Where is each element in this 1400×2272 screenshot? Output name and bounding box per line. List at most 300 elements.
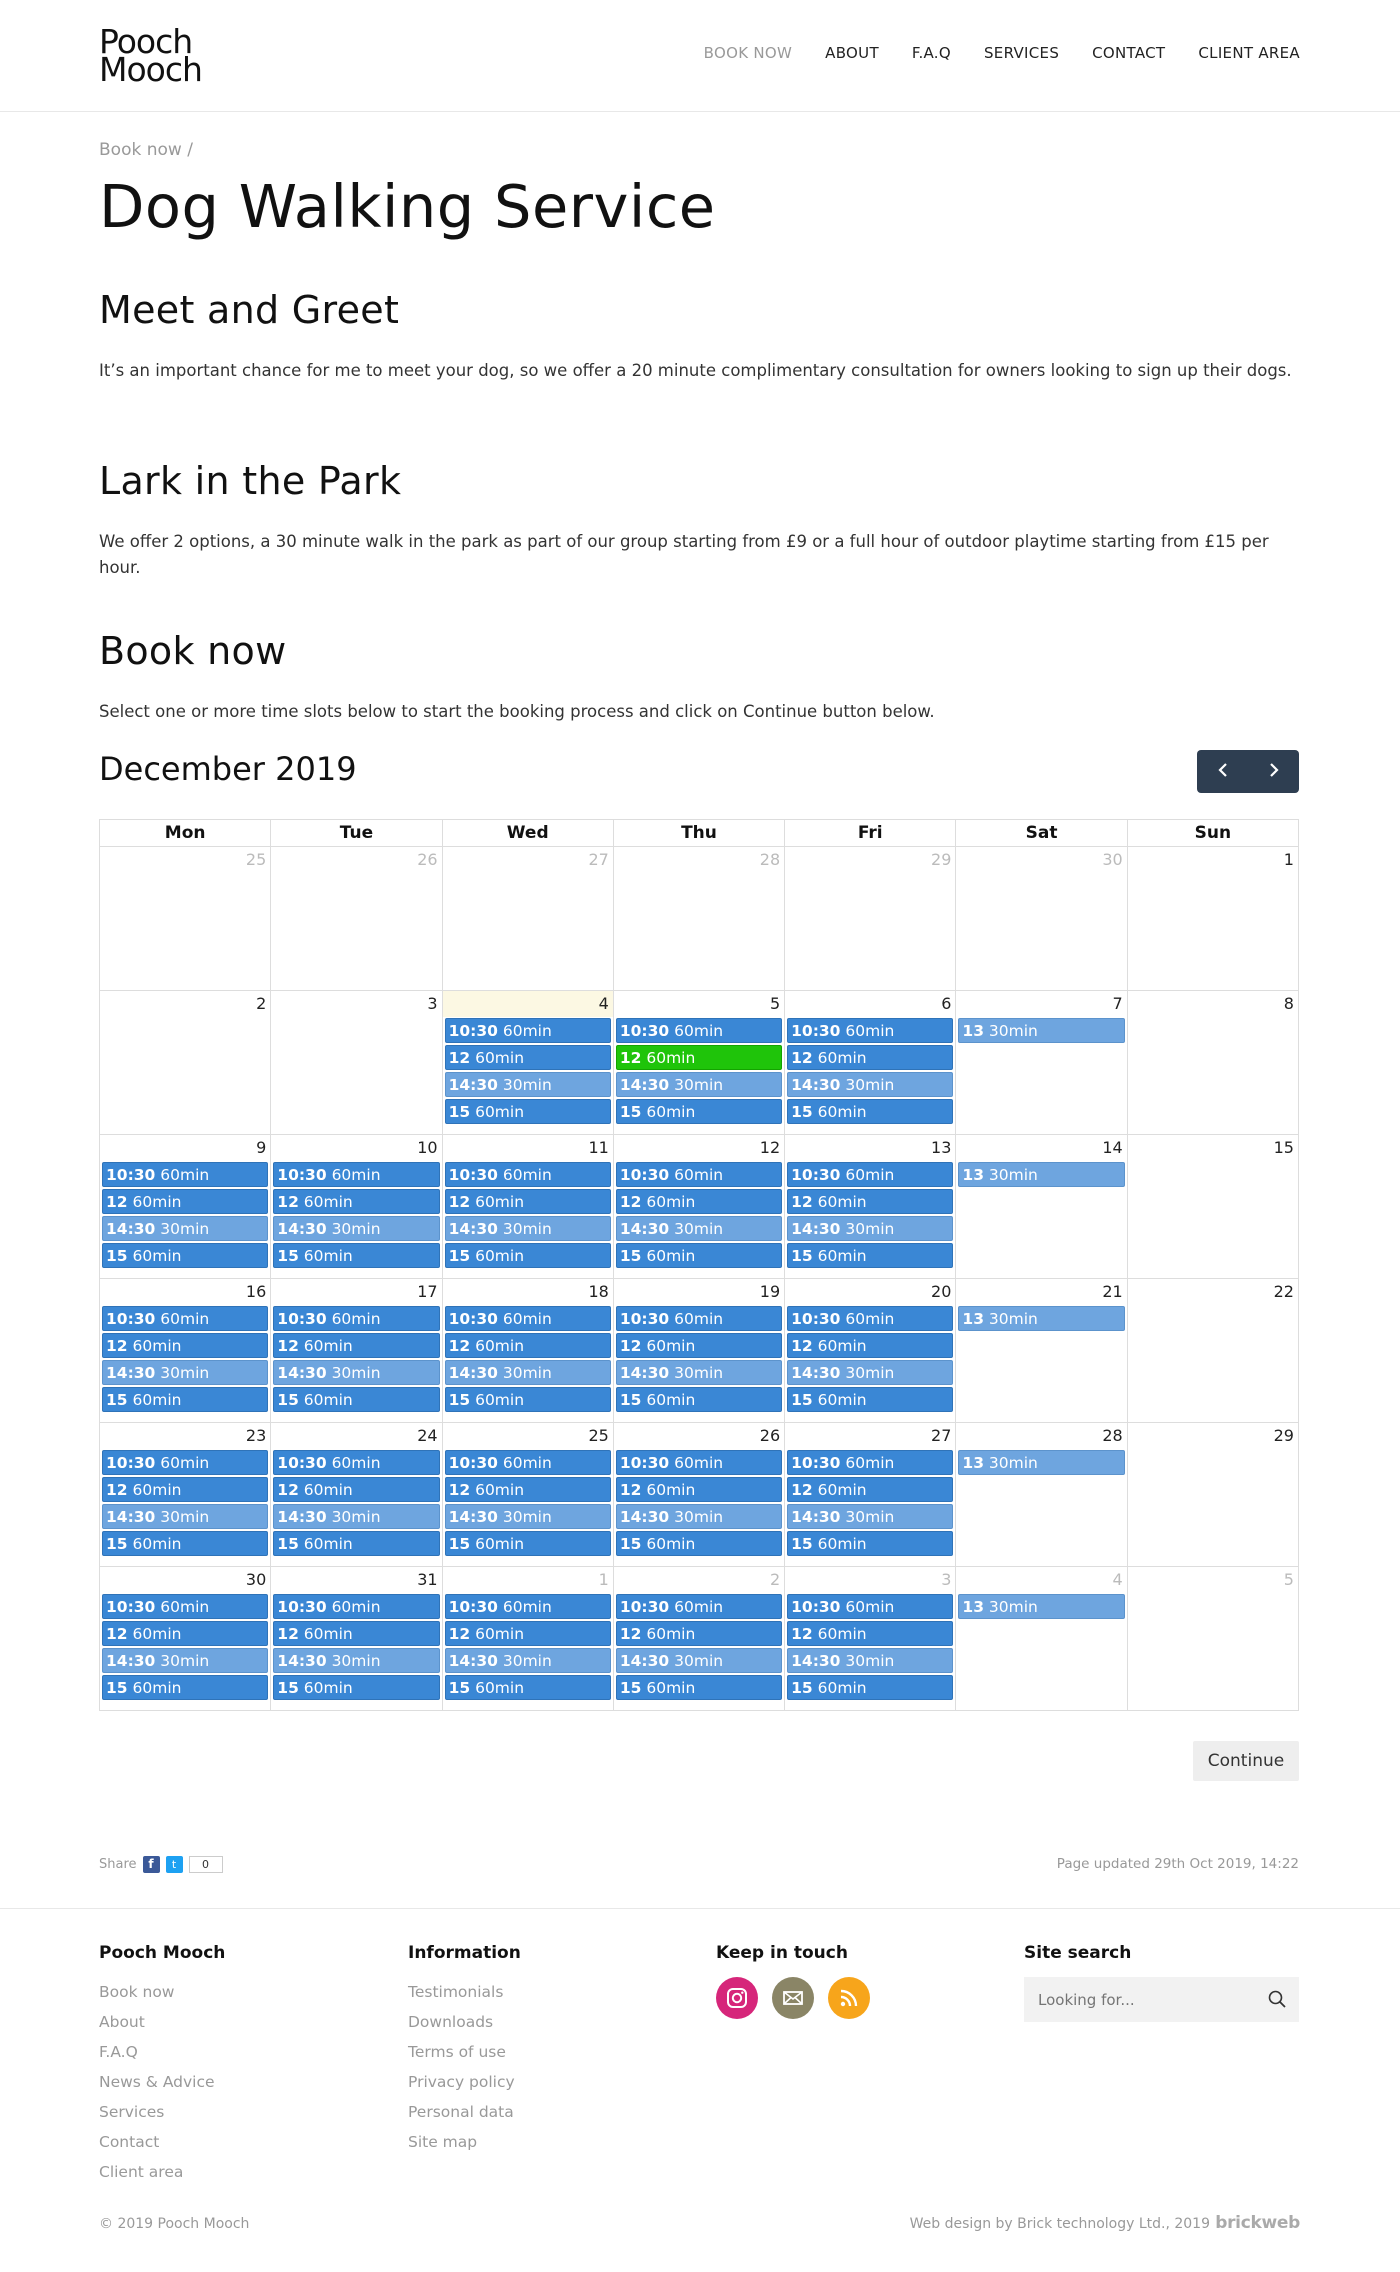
calendar-day[interactable] xyxy=(443,1279,614,1423)
slot-time: 12 xyxy=(791,1049,813,1067)
time-slot[interactable] xyxy=(445,1450,611,1475)
day-number-bar xyxy=(443,1423,613,1449)
time-slot[interactable] xyxy=(445,1045,611,1070)
day-number: 28 xyxy=(759,850,781,869)
time-slot[interactable] xyxy=(787,1216,953,1241)
slot-duration: 60min xyxy=(475,1103,525,1121)
time-slot[interactable] xyxy=(787,1162,953,1187)
slot-time: 14:30 xyxy=(619,1076,670,1094)
calendar-prev-button[interactable] xyxy=(1197,750,1248,793)
slot-duration: 60min xyxy=(817,1535,867,1553)
time-slot[interactable] xyxy=(445,1360,611,1385)
continue-button[interactable]: Continue xyxy=(1193,1741,1299,1781)
time-slot[interactable] xyxy=(102,1594,268,1619)
time-slot[interactable] xyxy=(273,1243,439,1268)
time-slot[interactable] xyxy=(958,1162,1124,1187)
calendar-day[interactable] xyxy=(956,1567,1127,1711)
footer-link[interactable]: Client area xyxy=(99,2163,184,2181)
time-slot[interactable] xyxy=(273,1306,439,1331)
lark-text: We offer 2 options, a 30 minute walk in the park as part of our group starting from £9 or a full hour of outdoor playtime starting from £15 per hour. xyxy=(99,532,1269,577)
day-number-bar xyxy=(100,1423,270,1449)
day-number-bar xyxy=(956,1135,1126,1161)
day-number: 6 xyxy=(941,994,952,1013)
calendar-day[interactable] xyxy=(1128,847,1299,991)
day-number-bar xyxy=(614,1567,784,1593)
footer-link[interactable]: Personal data xyxy=(408,2103,514,2121)
nav-faq[interactable]: F.A.Q xyxy=(911,44,951,62)
calendar-day[interactable] xyxy=(100,1423,271,1567)
time-slot[interactable] xyxy=(273,1216,439,1241)
time-slot[interactable] xyxy=(616,1594,782,1619)
slot-time: 10:30 xyxy=(619,1454,670,1472)
time-slot[interactable] xyxy=(445,1162,611,1187)
footer-link[interactable]: Downloads xyxy=(408,2013,494,2031)
calendar-day[interactable] xyxy=(100,847,271,991)
time-slot[interactable] xyxy=(787,1189,953,1214)
time-slot[interactable] xyxy=(445,1531,611,1556)
logo-line2: Mooch xyxy=(99,50,202,89)
slot-time: 13 xyxy=(962,1166,984,1184)
calendar-day[interactable] xyxy=(614,1567,785,1711)
time-slot[interactable] xyxy=(616,1360,782,1385)
time-slot[interactable] xyxy=(616,1072,782,1097)
time-slot[interactable] xyxy=(616,1621,782,1646)
slot-duration: 60min xyxy=(475,1049,525,1067)
footer-col1-title: Pooch Mooch xyxy=(99,1943,226,1963)
mail-icon[interactable] xyxy=(772,1977,814,2019)
slot-time: 12 xyxy=(448,1049,471,1067)
time-slot[interactable] xyxy=(445,1477,611,1502)
time-slot[interactable] xyxy=(273,1594,439,1619)
slot-duration: 60min xyxy=(502,1598,552,1616)
slot-time: 15 xyxy=(106,1391,128,1409)
time-slot[interactable] xyxy=(445,1621,611,1646)
slot-time: 14:30 xyxy=(619,1508,670,1526)
calendar-day[interactable] xyxy=(1128,1567,1299,1711)
slot-duration: 60min xyxy=(303,1625,353,1643)
time-slot-selected[interactable] xyxy=(616,1045,782,1070)
time-slot[interactable] xyxy=(445,1306,611,1331)
slot-duration: 30min xyxy=(845,1508,895,1526)
day-number: 7 xyxy=(1112,994,1123,1013)
calendar-day[interactable] xyxy=(271,1567,442,1711)
time-slot[interactable] xyxy=(958,1594,1124,1619)
day-number-bar xyxy=(443,1567,613,1593)
slot-time: 10:30 xyxy=(277,1166,327,1184)
slot-duration: 60min xyxy=(817,1247,867,1265)
calendar-day[interactable] xyxy=(100,1279,271,1423)
calendar-day[interactable] xyxy=(271,991,442,1135)
calendar-day[interactable] xyxy=(956,1279,1127,1423)
time-slot[interactable] xyxy=(787,1360,953,1385)
day-number-bar xyxy=(785,991,955,1017)
slot-time: 13 xyxy=(962,1598,984,1616)
time-slot[interactable] xyxy=(445,1099,611,1124)
share-bar xyxy=(99,1856,223,1873)
day-number-bar xyxy=(100,1279,270,1305)
calendar-day[interactable] xyxy=(443,847,614,991)
calendar-day[interactable] xyxy=(785,1423,956,1567)
time-slot[interactable] xyxy=(787,1504,953,1529)
slot-time: 14:30 xyxy=(448,1652,498,1670)
footer-link[interactable]: Contact xyxy=(99,2133,160,2151)
calendar-week xyxy=(100,1135,1299,1279)
time-slot[interactable] xyxy=(102,1216,268,1241)
time-slot[interactable] xyxy=(787,1045,953,1070)
time-slot[interactable] xyxy=(958,1306,1124,1331)
calendar-day[interactable] xyxy=(785,991,956,1135)
slot-duration: 60min xyxy=(817,1193,867,1211)
time-slot[interactable] xyxy=(616,1450,782,1475)
calendar-day[interactable] xyxy=(1128,1279,1299,1423)
slot-time: 15 xyxy=(448,1247,471,1265)
slot-time: 15 xyxy=(448,1103,471,1121)
time-slot[interactable] xyxy=(273,1477,439,1502)
day-number-bar xyxy=(443,1135,613,1161)
time-slot[interactable] xyxy=(102,1477,268,1502)
slot-time: 14:30 xyxy=(106,1508,156,1526)
calendar-day[interactable] xyxy=(1128,1423,1299,1567)
time-slot[interactable] xyxy=(102,1243,268,1268)
day-number: 27 xyxy=(931,1426,952,1445)
time-slot[interactable] xyxy=(273,1189,439,1214)
slot-time: 12 xyxy=(448,1481,471,1499)
time-slot[interactable] xyxy=(787,1450,953,1475)
time-slot[interactable] xyxy=(958,1450,1124,1475)
slot-time: 10:30 xyxy=(791,1310,841,1328)
time-slot[interactable] xyxy=(273,1333,439,1358)
social-links xyxy=(716,1977,870,2019)
twitter-icon[interactable]: t xyxy=(166,1856,183,1873)
footer-link[interactable]: Privacy policy xyxy=(408,2073,515,2091)
time-slot[interactable] xyxy=(616,1099,782,1124)
time-slot[interactable] xyxy=(445,1504,611,1529)
footer-link[interactable]: Site map xyxy=(408,2133,478,2151)
time-slot[interactable] xyxy=(616,1333,782,1358)
day-number-bar xyxy=(785,1135,955,1161)
time-slot[interactable] xyxy=(102,1189,268,1214)
time-slot[interactable] xyxy=(616,1162,782,1187)
slot-duration: 60min xyxy=(646,1049,696,1067)
day-number: 2 xyxy=(256,994,267,1013)
calendar-next-button[interactable] xyxy=(1248,750,1299,793)
day-number: 1 xyxy=(598,1570,609,1589)
slot-duration: 60min xyxy=(132,1337,182,1355)
calendar-day[interactable] xyxy=(785,1567,956,1711)
time-slot[interactable] xyxy=(273,1504,439,1529)
calendar-day[interactable] xyxy=(614,1423,785,1567)
time-slot[interactable] xyxy=(102,1504,268,1529)
time-slot[interactable] xyxy=(616,1306,782,1331)
slot-time: 12 xyxy=(791,1481,813,1499)
time-slot[interactable] xyxy=(445,1594,611,1619)
calendar-day[interactable] xyxy=(443,1567,614,1711)
time-slot[interactable] xyxy=(958,1018,1124,1043)
time-slot[interactable] xyxy=(273,1450,439,1475)
time-slot[interactable] xyxy=(787,1531,953,1556)
instagram-icon[interactable] xyxy=(716,1977,758,2019)
calendar-day[interactable] xyxy=(956,847,1127,991)
day-number-bar xyxy=(100,847,270,873)
day-number: 29 xyxy=(931,850,952,869)
day-number: 8 xyxy=(1283,994,1294,1013)
time-slot[interactable] xyxy=(102,1360,268,1385)
time-slot[interactable] xyxy=(787,1306,953,1331)
calendar-day[interactable] xyxy=(100,991,271,1135)
day-number: 27 xyxy=(588,850,609,869)
slot-duration: 60min xyxy=(817,1049,867,1067)
calendar-day[interactable] xyxy=(100,1135,271,1279)
time-slot[interactable] xyxy=(445,1333,611,1358)
weekday-header-thu: Thu xyxy=(614,820,785,847)
time-slot[interactable] xyxy=(273,1531,439,1556)
slot-duration: 60min xyxy=(132,1391,182,1409)
slot-duration: 30min xyxy=(502,1220,552,1238)
calendar-day[interactable] xyxy=(614,991,785,1135)
time-slot[interactable] xyxy=(102,1621,268,1646)
footer-link[interactable]: About xyxy=(99,2013,145,2031)
calendar-day[interactable] xyxy=(271,1423,442,1567)
day-number-bar xyxy=(785,1279,955,1305)
slot-duration: 60min xyxy=(160,1166,210,1184)
time-slot[interactable] xyxy=(445,1675,611,1700)
calendar-day[interactable] xyxy=(271,847,442,991)
calendar-day[interactable] xyxy=(443,1423,614,1567)
time-slot[interactable] xyxy=(102,1387,268,1412)
slot-duration: 30min xyxy=(331,1220,381,1238)
slot-time: 15 xyxy=(106,1535,128,1553)
slot-duration: 60min xyxy=(845,1310,895,1328)
breadcrumb[interactable]: Book now / xyxy=(99,140,193,160)
calendar-day[interactable] xyxy=(1128,991,1299,1135)
calendar-week xyxy=(100,1423,1299,1567)
time-slot[interactable] xyxy=(445,1648,611,1673)
facebook-icon[interactable]: f xyxy=(143,1856,160,1873)
nav-client-area[interactable]: CLIENT AREA xyxy=(1198,44,1300,62)
calendar-day[interactable] xyxy=(443,1135,614,1279)
day-number: 1 xyxy=(1283,850,1294,869)
time-slot[interactable] xyxy=(616,1531,782,1556)
time-slot[interactable] xyxy=(102,1333,268,1358)
slot-time: 10:30 xyxy=(791,1166,841,1184)
search-icon[interactable] xyxy=(1267,1989,1287,2009)
time-slot[interactable] xyxy=(787,1072,953,1097)
time-slot[interactable] xyxy=(787,1099,953,1124)
time-slot[interactable] xyxy=(787,1594,953,1619)
time-slot[interactable] xyxy=(616,1477,782,1502)
slot-time: 14:30 xyxy=(791,1508,841,1526)
slot-time: 15 xyxy=(791,1679,813,1697)
calendar-day[interactable] xyxy=(956,1423,1127,1567)
calendar-nav xyxy=(1197,750,1299,793)
day-number-bar xyxy=(271,1279,441,1305)
time-slot[interactable] xyxy=(787,1333,953,1358)
slot-time: 12 xyxy=(448,1625,471,1643)
time-slot[interactable] xyxy=(616,1504,782,1529)
slot-duration: 60min xyxy=(303,1247,353,1265)
calendar-day[interactable] xyxy=(271,1135,442,1279)
slot-time: 14:30 xyxy=(277,1652,327,1670)
slot-time: 15 xyxy=(448,1391,471,1409)
slot-time: 15 xyxy=(277,1679,299,1697)
day-number: 28 xyxy=(1102,1426,1123,1445)
logo-line1: Pooch xyxy=(99,22,193,61)
slot-duration: 60min xyxy=(646,1337,696,1355)
slot-duration: 60min xyxy=(132,1247,182,1265)
time-slot[interactable] xyxy=(787,1648,953,1673)
slot-duration: 30min xyxy=(160,1652,210,1670)
slot-duration: 60min xyxy=(475,1391,525,1409)
calendar-day[interactable] xyxy=(271,1279,442,1423)
time-slot[interactable] xyxy=(445,1018,611,1043)
slot-time: 10:30 xyxy=(619,1310,670,1328)
slot-duration: 30min xyxy=(988,1454,1038,1472)
search-input[interactable] xyxy=(1024,1977,1244,2022)
site-logo[interactable] xyxy=(99,22,217,89)
time-slot[interactable] xyxy=(787,1018,953,1043)
slot-duration: 60min xyxy=(845,1022,895,1040)
time-slot[interactable] xyxy=(787,1243,953,1268)
day-number-bar xyxy=(785,1567,955,1593)
rss-icon[interactable] xyxy=(828,1977,870,2019)
time-slot[interactable] xyxy=(102,1675,268,1700)
brickweb-logo[interactable]: brickweb xyxy=(1215,2213,1300,2233)
nav-services[interactable]: SERVICES xyxy=(983,44,1060,62)
slot-duration: 60min xyxy=(303,1481,353,1499)
time-slot[interactable] xyxy=(273,1162,439,1187)
slot-duration: 60min xyxy=(132,1679,182,1697)
day-number: 4 xyxy=(1112,1570,1123,1589)
slot-time: 12 xyxy=(106,1337,128,1355)
slot-duration: 60min xyxy=(331,1454,381,1472)
time-slot[interactable] xyxy=(102,1531,268,1556)
footer-link[interactable]: News & Advice xyxy=(99,2073,215,2091)
slot-time: 14:30 xyxy=(277,1364,327,1382)
slot-time: 10:30 xyxy=(106,1310,156,1328)
footer-link[interactable]: F.A.Q xyxy=(99,2043,138,2061)
slot-duration: 30min xyxy=(502,1508,552,1526)
slot-time: 10:30 xyxy=(791,1022,841,1040)
time-slot[interactable] xyxy=(616,1243,782,1268)
slot-duration: 30min xyxy=(674,1508,724,1526)
footer-link[interactable]: Testimonials xyxy=(408,1983,504,2001)
time-slot[interactable] xyxy=(102,1648,268,1673)
day-number-bar xyxy=(785,1423,955,1449)
slot-duration: 60min xyxy=(502,1454,552,1472)
slot-duration: 60min xyxy=(646,1481,696,1499)
slot-duration: 60min xyxy=(817,1103,867,1121)
time-slot[interactable] xyxy=(787,1387,953,1412)
time-slot[interactable] xyxy=(787,1675,953,1700)
nav-about[interactable]: ABOUT xyxy=(825,44,879,62)
slot-time: 15 xyxy=(619,1535,642,1553)
nav-book-now[interactable]: BOOK NOW xyxy=(703,44,793,62)
day-number: 5 xyxy=(769,994,781,1013)
footer-col4-title: Site search xyxy=(1024,1943,1132,1963)
slot-duration: 30min xyxy=(988,1598,1038,1616)
time-slot[interactable] xyxy=(616,1648,782,1673)
day-number: 24 xyxy=(417,1426,438,1445)
footer-link[interactable]: Services xyxy=(99,2103,165,2121)
time-slot[interactable] xyxy=(273,1387,439,1412)
slot-time: 10:30 xyxy=(277,1310,327,1328)
calendar-day[interactable] xyxy=(614,1279,785,1423)
calendar-day[interactable] xyxy=(956,1135,1127,1279)
time-slot[interactable] xyxy=(102,1450,268,1475)
calendar-day[interactable] xyxy=(614,847,785,991)
calendar-day[interactable] xyxy=(1128,1135,1299,1279)
nav-contact[interactable]: CONTACT xyxy=(1092,44,1166,62)
slot-duration: 60min xyxy=(817,1679,867,1697)
time-slot[interactable] xyxy=(616,1387,782,1412)
calendar-day-today[interactable] xyxy=(443,991,614,1135)
time-slot[interactable] xyxy=(445,1243,611,1268)
day-number-bar xyxy=(1128,1135,1298,1161)
time-slot[interactable] xyxy=(273,1360,439,1385)
calendar-day[interactable] xyxy=(785,1279,956,1423)
slot-time: 15 xyxy=(619,1247,642,1265)
calendar-day[interactable] xyxy=(614,1135,785,1279)
calendar-month-title: December 2019 xyxy=(99,750,357,788)
time-slot[interactable] xyxy=(445,1189,611,1214)
time-slot[interactable] xyxy=(273,1675,439,1700)
day-number-bar xyxy=(614,1423,784,1449)
time-slot[interactable] xyxy=(787,1621,953,1646)
slot-time: 15 xyxy=(791,1103,813,1121)
footer-link[interactable]: Book now xyxy=(99,1983,175,2001)
time-slot[interactable] xyxy=(445,1216,611,1241)
calendar-day[interactable] xyxy=(785,847,956,991)
slot-duration: 60min xyxy=(331,1166,381,1184)
chevron-left-icon xyxy=(1217,762,1229,778)
time-slot[interactable] xyxy=(616,1189,782,1214)
day-number-bar xyxy=(956,1279,1126,1305)
time-slot[interactable] xyxy=(787,1477,953,1502)
slot-time: 10:30 xyxy=(448,1598,498,1616)
slot-time: 12 xyxy=(619,1625,642,1643)
slot-time: 15 xyxy=(277,1535,299,1553)
day-number-bar xyxy=(614,1135,784,1161)
time-slot[interactable] xyxy=(445,1072,611,1097)
day-number-bar xyxy=(271,1567,441,1593)
time-slot[interactable] xyxy=(102,1306,268,1331)
calendar-day[interactable] xyxy=(100,1567,271,1711)
time-slot[interactable] xyxy=(616,1018,782,1043)
footer-link[interactable]: Terms of use xyxy=(408,2043,506,2061)
time-slot[interactable] xyxy=(273,1648,439,1673)
web-design-credit[interactable]: Web design by Brick technology Ltd., 2019 xyxy=(909,2216,1210,2232)
slot-time: 15 xyxy=(619,1391,642,1409)
time-slot[interactable] xyxy=(102,1162,268,1187)
time-slot[interactable] xyxy=(616,1216,782,1241)
time-slot[interactable] xyxy=(616,1675,782,1700)
slot-time: 14:30 xyxy=(791,1364,841,1382)
calendar-day[interactable] xyxy=(956,991,1127,1135)
slot-time: 15 xyxy=(619,1103,642,1121)
slot-time: 10:30 xyxy=(619,1022,670,1040)
slot-time: 12 xyxy=(619,1049,642,1067)
slot-time: 15 xyxy=(106,1679,128,1697)
lark-title: Lark in the Park xyxy=(99,459,402,503)
calendar-day[interactable] xyxy=(785,1135,956,1279)
slot-duration: 60min xyxy=(646,1625,696,1643)
day-number: 22 xyxy=(1273,1282,1294,1301)
slot-duration: 60min xyxy=(132,1535,182,1553)
time-slot[interactable] xyxy=(445,1387,611,1412)
time-slot[interactable] xyxy=(273,1621,439,1646)
slot-time: 12 xyxy=(619,1337,642,1355)
slot-duration: 60min xyxy=(845,1166,895,1184)
